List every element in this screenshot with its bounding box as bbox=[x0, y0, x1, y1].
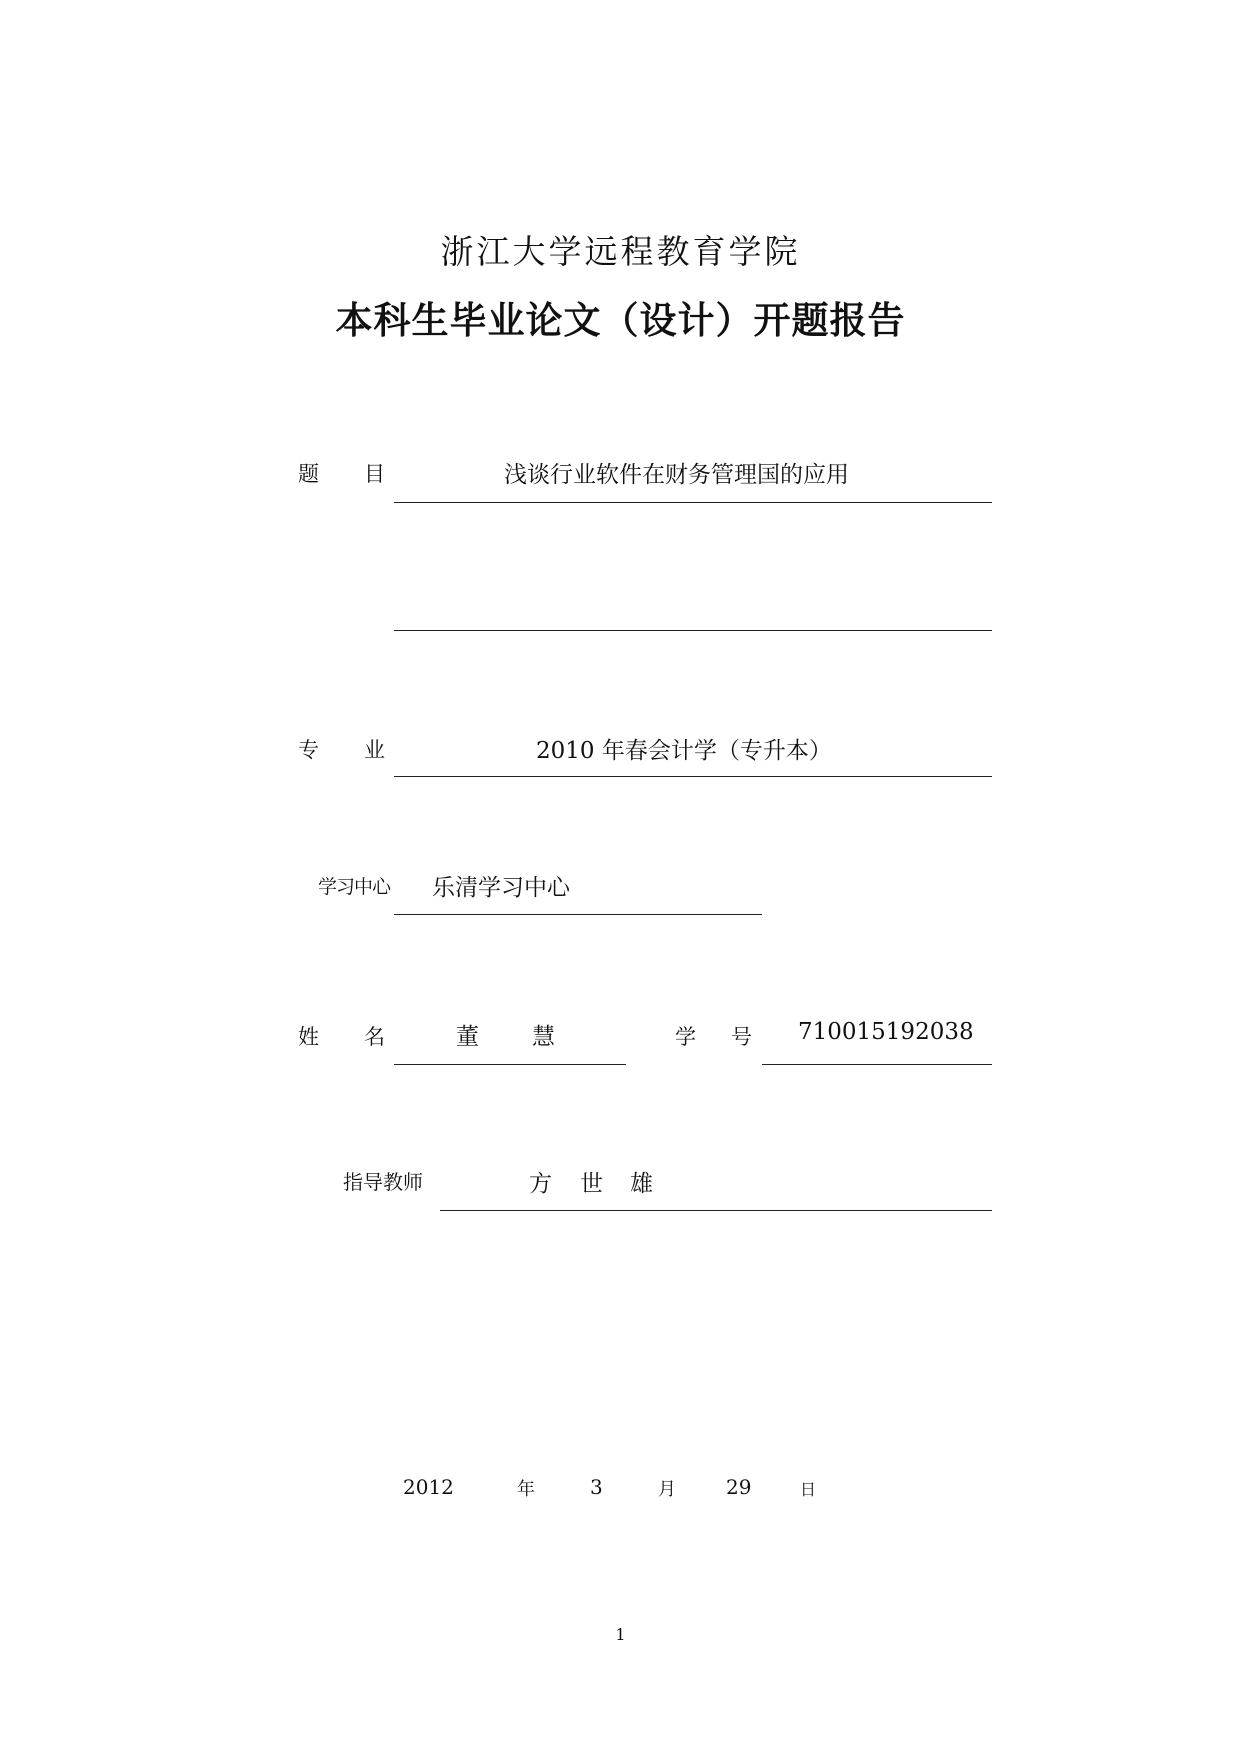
advisor-value-char-1: 方 bbox=[529, 1171, 552, 1197]
center-value: 乐清学习中心 bbox=[432, 875, 570, 901]
date-month-char: 月 bbox=[658, 1479, 676, 1500]
name-label-char-1: 姓 bbox=[298, 1025, 319, 1049]
page-number: 1 bbox=[615, 1625, 626, 1644]
name-value-char-1: 董 bbox=[456, 1024, 479, 1050]
name-value-char-2: 慧 bbox=[532, 1024, 555, 1050]
major-underline bbox=[394, 776, 992, 777]
name-label-char-2: 名 bbox=[364, 1025, 385, 1049]
advisor-value-char-3: 雄 bbox=[630, 1171, 653, 1197]
date-year: 2012 bbox=[403, 1475, 454, 1499]
student-id-value: 710015192038 bbox=[798, 1019, 974, 1045]
topic-underline bbox=[394, 502, 992, 503]
topic-label-char-1: 题 bbox=[298, 462, 319, 486]
major-value: 2010 年春会计学（专升本） bbox=[536, 738, 832, 764]
advisor-underline bbox=[440, 1210, 992, 1211]
date-day-char: 日 bbox=[800, 1480, 817, 1499]
id-label-char-2: 号 bbox=[731, 1025, 752, 1049]
topic-label-char-2: 目 bbox=[364, 462, 385, 486]
center-label: 学习中心 bbox=[318, 876, 391, 898]
date-month: 3 bbox=[590, 1475, 603, 1499]
advisor-label: 指导教师 bbox=[343, 1170, 423, 1194]
major-label-char-2: 业 bbox=[364, 738, 385, 762]
advisor-value-char-2: 世 bbox=[580, 1171, 603, 1197]
id-label-char-1: 学 bbox=[675, 1025, 696, 1049]
center-underline bbox=[394, 914, 762, 915]
topic-underline-second bbox=[394, 630, 992, 631]
major-label-char-1: 专 bbox=[298, 738, 319, 762]
date-year-char: 年 bbox=[517, 1479, 535, 1500]
name-underline bbox=[394, 1064, 626, 1065]
student-id-underline bbox=[762, 1064, 992, 1065]
institution-title: 浙江大学远程教育学院 bbox=[440, 232, 801, 271]
report-title: 本科生毕业论文（设计）开题报告 bbox=[335, 299, 906, 342]
date-day: 29 bbox=[726, 1475, 752, 1499]
topic-value: 浅谈行业软件在财务管理国的应用 bbox=[504, 462, 849, 488]
